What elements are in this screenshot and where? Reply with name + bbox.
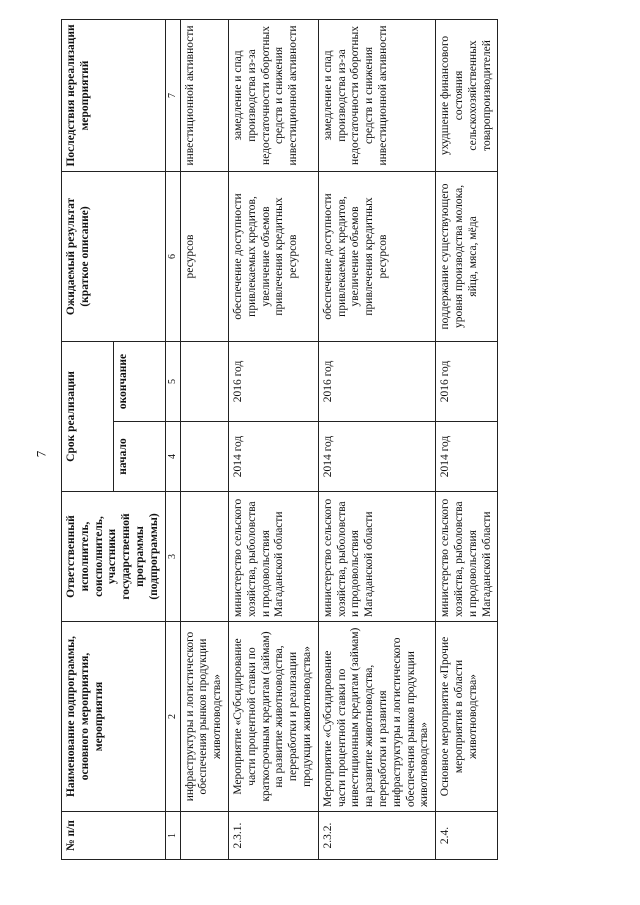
- header-name: Наименование подпрограммы, основного мероприятия, мероприятия: [62, 622, 166, 812]
- header-consequences: Последствия нереализации мероприятий: [62, 19, 166, 171]
- header-result: Ожидаемый результат (краткое описание): [62, 171, 166, 341]
- row-result: обеспечение доступности привлекаемых кредитов, увеличение объемов привлечения кредитных ресурсов: [318, 171, 435, 341]
- row-start: [180, 422, 228, 492]
- row-num: 2.4.: [436, 812, 498, 860]
- row-result: обеспечение доступности привлекаемых кредитов, увеличение объемов привлечения кредитных ресурсов: [228, 171, 318, 341]
- row-name: Мероприятие «Субсидирование части процентной ставки по краткосрочным кредитам (займам) на развитие животноводства, переработки и реализации продукции животноводства»: [228, 622, 318, 812]
- row-responsible: министерство сельского хозяйства, рыболовства и продовольствия Магаданской области: [436, 492, 498, 622]
- header-period: Срок реализации: [62, 341, 114, 491]
- table-row: [318, 19, 435, 859]
- col-index: 2: [165, 622, 180, 812]
- row-responsible: министерство сельского хозяйства, рыболовства и продовольствия Магаданской области: [228, 492, 318, 622]
- row-result: ресурсов: [180, 171, 228, 341]
- row-result: поддержание существующего уровня производства молока, яйца, мяса, мёда: [436, 171, 498, 341]
- table-row: [436, 19, 498, 859]
- col-index: 3: [165, 492, 180, 622]
- row-consequences: инвестиционной активности: [180, 19, 228, 171]
- page-number: 7: [33, 450, 49, 458]
- row-num: [180, 812, 228, 860]
- row-consequences: замедление и спад производства из-за недостаточности оборотных средств и снижения инвестиционной активности: [228, 19, 318, 171]
- rotated-table-container: [61, 20, 566, 860]
- col-index: 7: [165, 19, 180, 171]
- row-num: 2.3.1.: [228, 812, 318, 860]
- header-row: [62, 19, 114, 859]
- row-end: 2016 год: [436, 341, 498, 421]
- row-start: 2014 год: [318, 422, 435, 492]
- header-responsible: Ответственный исполнитель, соисполнитель, участники государственной программы (подпрограммы): [62, 492, 166, 622]
- row-end: 2016 год: [228, 341, 318, 421]
- col-index: 1: [165, 812, 180, 860]
- row-start: 2014 год: [436, 422, 498, 492]
- col-index: 6: [165, 171, 180, 341]
- row-end: 2016 год: [318, 341, 435, 421]
- row-consequences: ухудшение финансового состояния сельскохозяйственных товаропроизводителей: [436, 19, 498, 171]
- header-num: № п/п: [62, 812, 166, 860]
- row-responsible: министерство сельского хозяйства, рыболовства и продовольствия Магаданской области: [318, 492, 435, 622]
- row-end: [180, 341, 228, 421]
- row-name: инфраструктуры и логистического обеспечения рынков продукции животноводства»: [180, 622, 228, 812]
- col-index: 4: [165, 422, 180, 492]
- header-end: окончание: [113, 341, 165, 421]
- row-start: 2014 год: [228, 422, 318, 492]
- events-table: [61, 19, 498, 860]
- col-index: 5: [165, 341, 180, 421]
- row-consequences: замедление и спад производства из-за недостаточности оборотных средств и снижения инвестиционной активности: [318, 19, 435, 171]
- row-responsible: [180, 492, 228, 622]
- header-start: начало: [113, 422, 165, 492]
- row-num: 2.3.2.: [318, 812, 435, 860]
- row-name: Основное мероприятие «Прочие мероприятия в области животноводства»: [436, 622, 498, 812]
- table-row: [228, 19, 318, 859]
- column-index-row: [165, 19, 180, 859]
- row-name: Мероприятие «Субсидирование части процентной ставки по инвестиционным кредитам (займам) на развитие животноводства, переработки и развития инфраструктуры и логистического обеспечения рынков продукции животноводства»: [318, 622, 435, 812]
- table-row: [180, 19, 228, 859]
